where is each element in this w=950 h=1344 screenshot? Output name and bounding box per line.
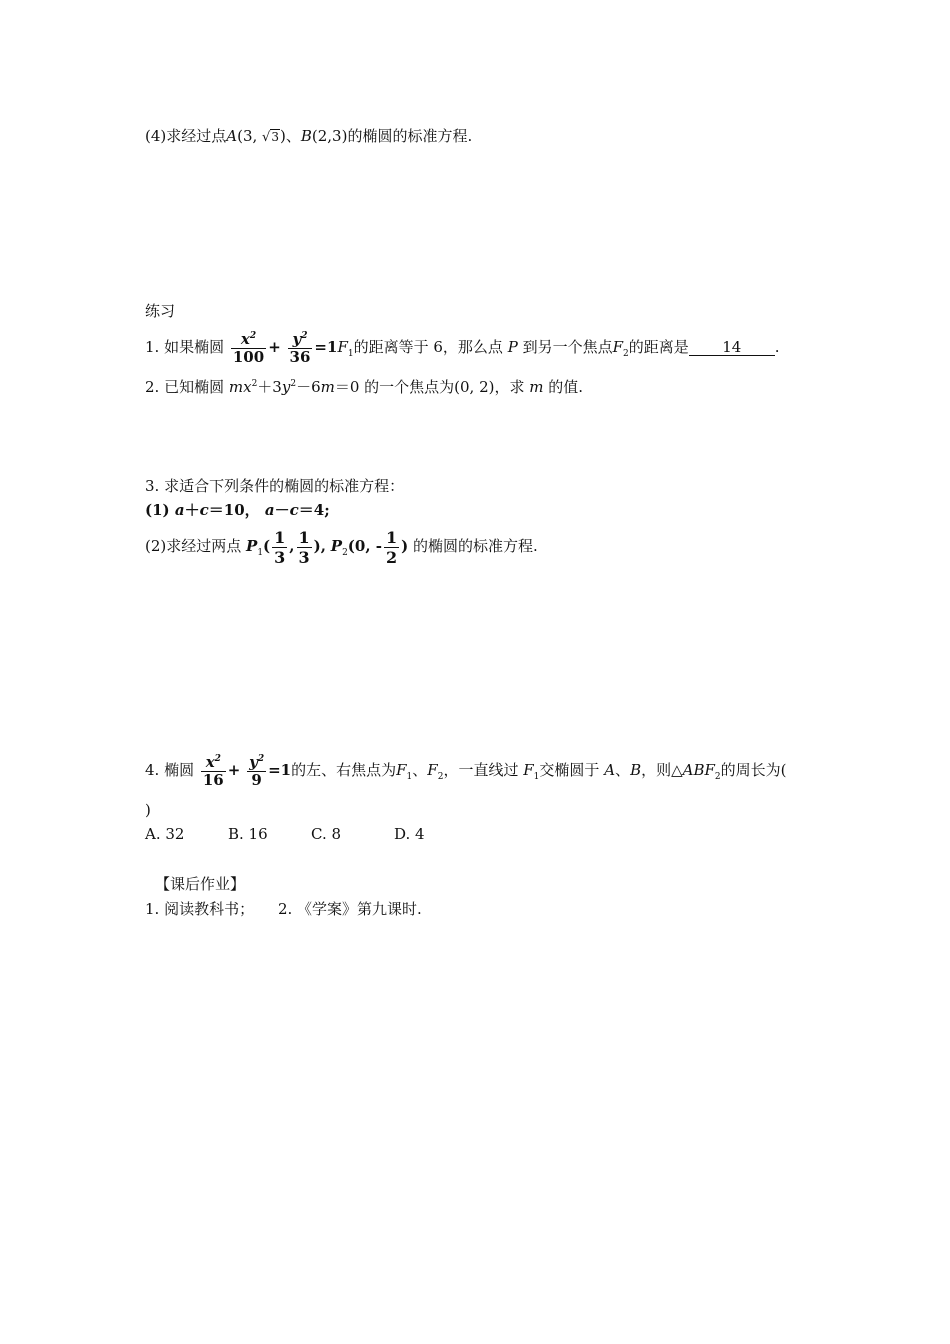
var-c: c xyxy=(199,501,209,519)
p4-f1: F xyxy=(396,761,407,779)
option-c: C. 8 xyxy=(311,825,342,843)
p3-sub1-pre: (1) xyxy=(145,501,170,519)
p4-text1: 的左、右焦点为 xyxy=(291,761,397,779)
p4-point-a: A xyxy=(604,761,616,779)
p2-text1: 2. 已知椭圆 xyxy=(145,378,225,396)
point-p1: P xyxy=(246,537,258,555)
p4-options xyxy=(145,824,477,844)
answer-blank: 14 xyxy=(689,339,775,356)
p4-f2-sub: 2 xyxy=(437,772,444,782)
p4-text5: 的周长为( xyxy=(720,761,787,779)
p4-plus: + xyxy=(227,761,241,779)
fraction-y2-over-36: $\frac{y^2}{36}$ xyxy=(289,329,311,366)
var-a: a xyxy=(174,501,185,519)
fraction-x2-over-16: $\frac{x^2}{16}$ xyxy=(202,752,224,789)
p2-text4: ＝0 的一个焦点为(0, 2)，求 xyxy=(334,378,525,396)
p3-sub1-minus: － xyxy=(274,501,290,519)
p4-triangle: ABF xyxy=(682,761,715,779)
p4-text4: ，则△ xyxy=(641,761,683,779)
p2-exp2: 2 xyxy=(290,379,297,389)
fraction-y2-over-9: $\frac{y^2}{9}$ xyxy=(249,752,265,789)
p1-plus: + xyxy=(268,338,281,356)
p2-mx: mx xyxy=(228,378,252,396)
p4-frac1-den: 16 xyxy=(202,770,224,789)
p4-frac2-den: 9 xyxy=(251,770,262,789)
p3-open1: ( xyxy=(263,537,271,555)
point-a-coord: (3, xyxy=(237,127,258,145)
focus-f1: F xyxy=(337,338,348,356)
p3-sub2-pre: (2)求经过两点 xyxy=(145,537,242,555)
p4-dun2: 、 xyxy=(615,761,631,779)
p4-close-paren: ) xyxy=(145,801,151,819)
practice-title: 练习 xyxy=(145,302,176,320)
var-a2: a xyxy=(264,501,275,519)
point-p2: P xyxy=(330,537,343,555)
p2-m-var: m xyxy=(529,378,544,396)
homework-item-1: 1. 阅读教科书； xyxy=(145,900,255,918)
sqrt-radicand: 3 xyxy=(271,130,279,144)
p4-f1b-sub: 1 xyxy=(533,772,540,782)
point-b-label: B xyxy=(300,127,312,145)
p3-f2-den: 3 xyxy=(298,547,310,567)
p2-exp1: 2 xyxy=(251,379,258,389)
fraction-x2-over-100: $\frac{x^2}{100}$ xyxy=(232,329,265,366)
p3-sub1-plus: ＋ xyxy=(184,501,200,519)
point-p1-sub: 1 xyxy=(257,548,264,558)
practice-2 xyxy=(145,377,583,397)
q4-prefix: (4)求经过点 xyxy=(145,127,227,145)
question-4-ellipse-through-points xyxy=(145,126,472,148)
p4-frac1-num: x xyxy=(205,752,215,771)
p3-f1-num: 1 xyxy=(274,527,286,547)
p4-dun: 、 xyxy=(412,761,428,779)
p1-frac2-num: y xyxy=(292,329,302,348)
p2-text5: 的值. xyxy=(548,378,584,396)
fraction-one-third-a xyxy=(272,528,287,567)
focus-f2-sub: 2 xyxy=(623,349,629,359)
p1-text1: 的距离等于 6，那么点 xyxy=(353,338,503,356)
point-a-label: A xyxy=(226,127,238,145)
practice-4 xyxy=(145,750,787,790)
point-p2-sub: 2 xyxy=(342,548,348,558)
p2-text2: ＋3 xyxy=(257,378,282,396)
p2-y: y xyxy=(281,378,291,396)
p3-close2: ) xyxy=(401,537,409,555)
focus-f1-sub: 1 xyxy=(347,349,354,359)
p4-f1-sub: 1 xyxy=(406,772,413,782)
q4-separator: )、 xyxy=(279,127,301,145)
var-c2: c xyxy=(289,501,299,519)
p1-text3: 的距离是 xyxy=(628,338,689,356)
p1-end: . xyxy=(774,338,780,356)
p3-open2: (0, - xyxy=(347,537,383,555)
point-b-coord: (2,3) xyxy=(311,127,348,145)
practice-1 xyxy=(145,327,780,367)
p3-sub2-end: 的椭圆的标准方程. xyxy=(413,537,538,555)
p1-number: 1. 如果椭圆 xyxy=(145,338,225,356)
option-b: B. 16 xyxy=(228,825,268,843)
p1-text2: 到另一个焦点 xyxy=(522,338,613,356)
p3-f3-num: 1 xyxy=(386,527,398,547)
p3-close1: ), xyxy=(313,537,326,555)
fraction-one-half xyxy=(384,528,399,567)
focus-f2: F xyxy=(612,338,623,356)
homework-items xyxy=(145,899,422,919)
p1-equals-one: =1 xyxy=(314,338,338,356)
practice-3-title: 3. 求适合下列条件的椭圆的标准方程： xyxy=(145,477,405,495)
p1-frac1-den: 100 xyxy=(232,347,265,366)
practice-3-sub1 xyxy=(145,500,330,520)
p3-comma: , xyxy=(289,537,295,555)
fraction-one-third-b xyxy=(297,528,312,567)
p4-f2: F xyxy=(427,761,438,779)
p3-f2-num: 1 xyxy=(298,527,310,547)
p4-frac2-num: y xyxy=(249,752,258,771)
p1-frac2-den: 36 xyxy=(289,347,311,366)
p4-equals-one: =1 xyxy=(268,761,292,779)
homework-item-2: 2. 《学案》第九课时. xyxy=(277,900,422,918)
p4-f1b: F xyxy=(523,761,534,779)
p4-triangle-sub: 2 xyxy=(714,772,721,782)
p4-number: 4. 椭圆 xyxy=(145,761,195,779)
p4-text3: 交椭圆于 xyxy=(539,761,600,779)
homework-title: 【课后作业】 xyxy=(155,875,246,893)
p4-text2: ，一直线过 xyxy=(443,761,519,779)
option-a: A. 32 xyxy=(145,825,185,843)
p3-sub1-eq: ＝10， xyxy=(208,501,260,519)
p2-m: m xyxy=(320,378,335,396)
sqrt-symbol: √3 xyxy=(262,130,279,145)
p3-f1-den: 3 xyxy=(274,547,286,567)
p2-text3: －6 xyxy=(296,378,321,396)
practice-3-sub2 xyxy=(145,524,538,568)
p3-f3-den: 2 xyxy=(386,547,398,567)
p4-point-b: B xyxy=(630,761,642,779)
option-d: D. 4 xyxy=(394,825,425,843)
point-p: P xyxy=(507,338,518,356)
p3-sub1-end: ＝4; xyxy=(298,501,330,519)
q4-suffix: 的椭圆的标准方程. xyxy=(347,127,473,145)
p1-frac1-num: x xyxy=(240,329,250,348)
